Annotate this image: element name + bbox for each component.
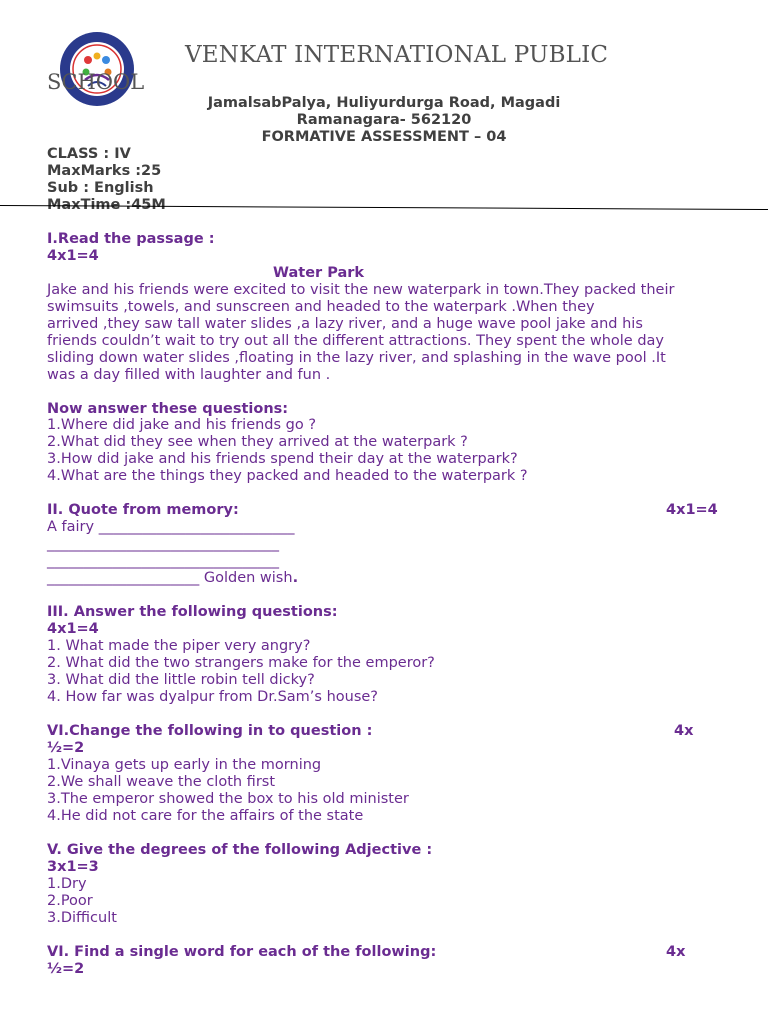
sentence-item: 1.Vinaya gets up early in the morning (47, 757, 322, 773)
max-time-label: MaxTime :45M (47, 197, 166, 213)
section1-marks: 4x1=4 (47, 248, 99, 264)
section3-heading: III. Answer the following questions: (47, 604, 338, 620)
address-line1: JamalsabPalya, Huliyurdurga Road, Magadi (207, 95, 561, 111)
question-item: 1.Where did jake and his friends go ? (47, 417, 317, 433)
section6-marks: 4x (666, 944, 686, 960)
question-item: 3.How did jake and his friends spend their day at the waterpark? (47, 451, 518, 467)
adjective-item: 2.Poor (47, 893, 93, 909)
question-item: 2. What did the two strangers make for the emperor? (47, 655, 435, 671)
passage-line: sliding down water slides ,floating in the lazy river, and splashing in the wave pool .It (47, 350, 666, 366)
section2-heading: II. Quote from memory: (47, 502, 239, 518)
adjective-item: 1.Dry (47, 876, 87, 892)
memory-line: A fairy ___________________________ (47, 519, 295, 535)
passage-line: friends couldn’t wait to try out all the different attractions. They spent the whole day (47, 333, 665, 349)
passage-title: Water Park (273, 265, 365, 281)
school-name: VENKAT INTERNATIONAL PUBLIC (185, 42, 609, 68)
section6-marks-cont: ½=2 (47, 961, 85, 977)
passage-line: Jake and his friends were excited to visit the new waterpark in town.They packed their (47, 282, 675, 298)
adjective-item: 3.Difficult (47, 910, 117, 926)
section4-marks: 4x (674, 723, 694, 739)
memory-blank: _____________________ (47, 570, 200, 586)
section1-heading: I.Read the passage : (47, 231, 215, 247)
section4-marks-cont: ½=2 (47, 740, 85, 756)
passage-line: was a day filled with laughter and fun . (47, 367, 331, 383)
sentence-item: 4.He did not care for the affairs of the state (47, 808, 364, 824)
subject-label: Sub : English (47, 180, 154, 196)
sentence-item: 3.The emperor showed the box to his old minister (47, 791, 409, 807)
address-line2: Ramanagara- 562120 (296, 112, 472, 128)
assessment-title: FORMATIVE ASSESSMENT – 04 (261, 129, 507, 145)
memory-line: ________________________________ (47, 553, 279, 569)
class-label: CLASS : IV (47, 146, 131, 162)
passage-line: arrived ,they saw tall water slides ,a lazy river, and a huge wave pool jake and his (47, 316, 643, 332)
questions-heading: Now answer these questions: (47, 401, 289, 417)
sentence-item: 2.We shall weave the cloth first (47, 774, 276, 790)
section2-marks: 4x1=4 (666, 502, 718, 518)
memory-line-last (47, 570, 298, 586)
memory-line: ________________________________ (47, 536, 279, 552)
section4-heading: VI.Change the following in to question : (47, 723, 373, 739)
question-item: 3. What did the little robin tell dicky? (47, 672, 315, 688)
section5-heading: V. Give the degrees of the following Adjective : (47, 842, 433, 858)
school-name-line2: SCHOOL (47, 70, 145, 94)
section6-heading: VI. Find a single word for each of the following: (47, 944, 437, 960)
passage-line: swimsuits ,towels, and sunscreen and headed to the waterpark .When they (47, 299, 595, 315)
question-item: 1. What made the piper very angry? (47, 638, 311, 654)
question-item: 4. How far was dyalpur from Dr.Sam’s house? (47, 689, 378, 705)
question-item: 4.What are the things they packed and headed to the waterpark ? (47, 468, 528, 484)
max-marks-label: MaxMarks :25 (47, 163, 162, 179)
section5-marks: 3x1=3 (47, 859, 99, 875)
memory-end-text: Golden wish (203, 570, 293, 586)
question-item: 2.What did they see when they arrived at the waterpark ? (47, 434, 468, 450)
section3-marks: 4x1=4 (47, 621, 99, 637)
memory-end-dot: . (292, 570, 299, 586)
